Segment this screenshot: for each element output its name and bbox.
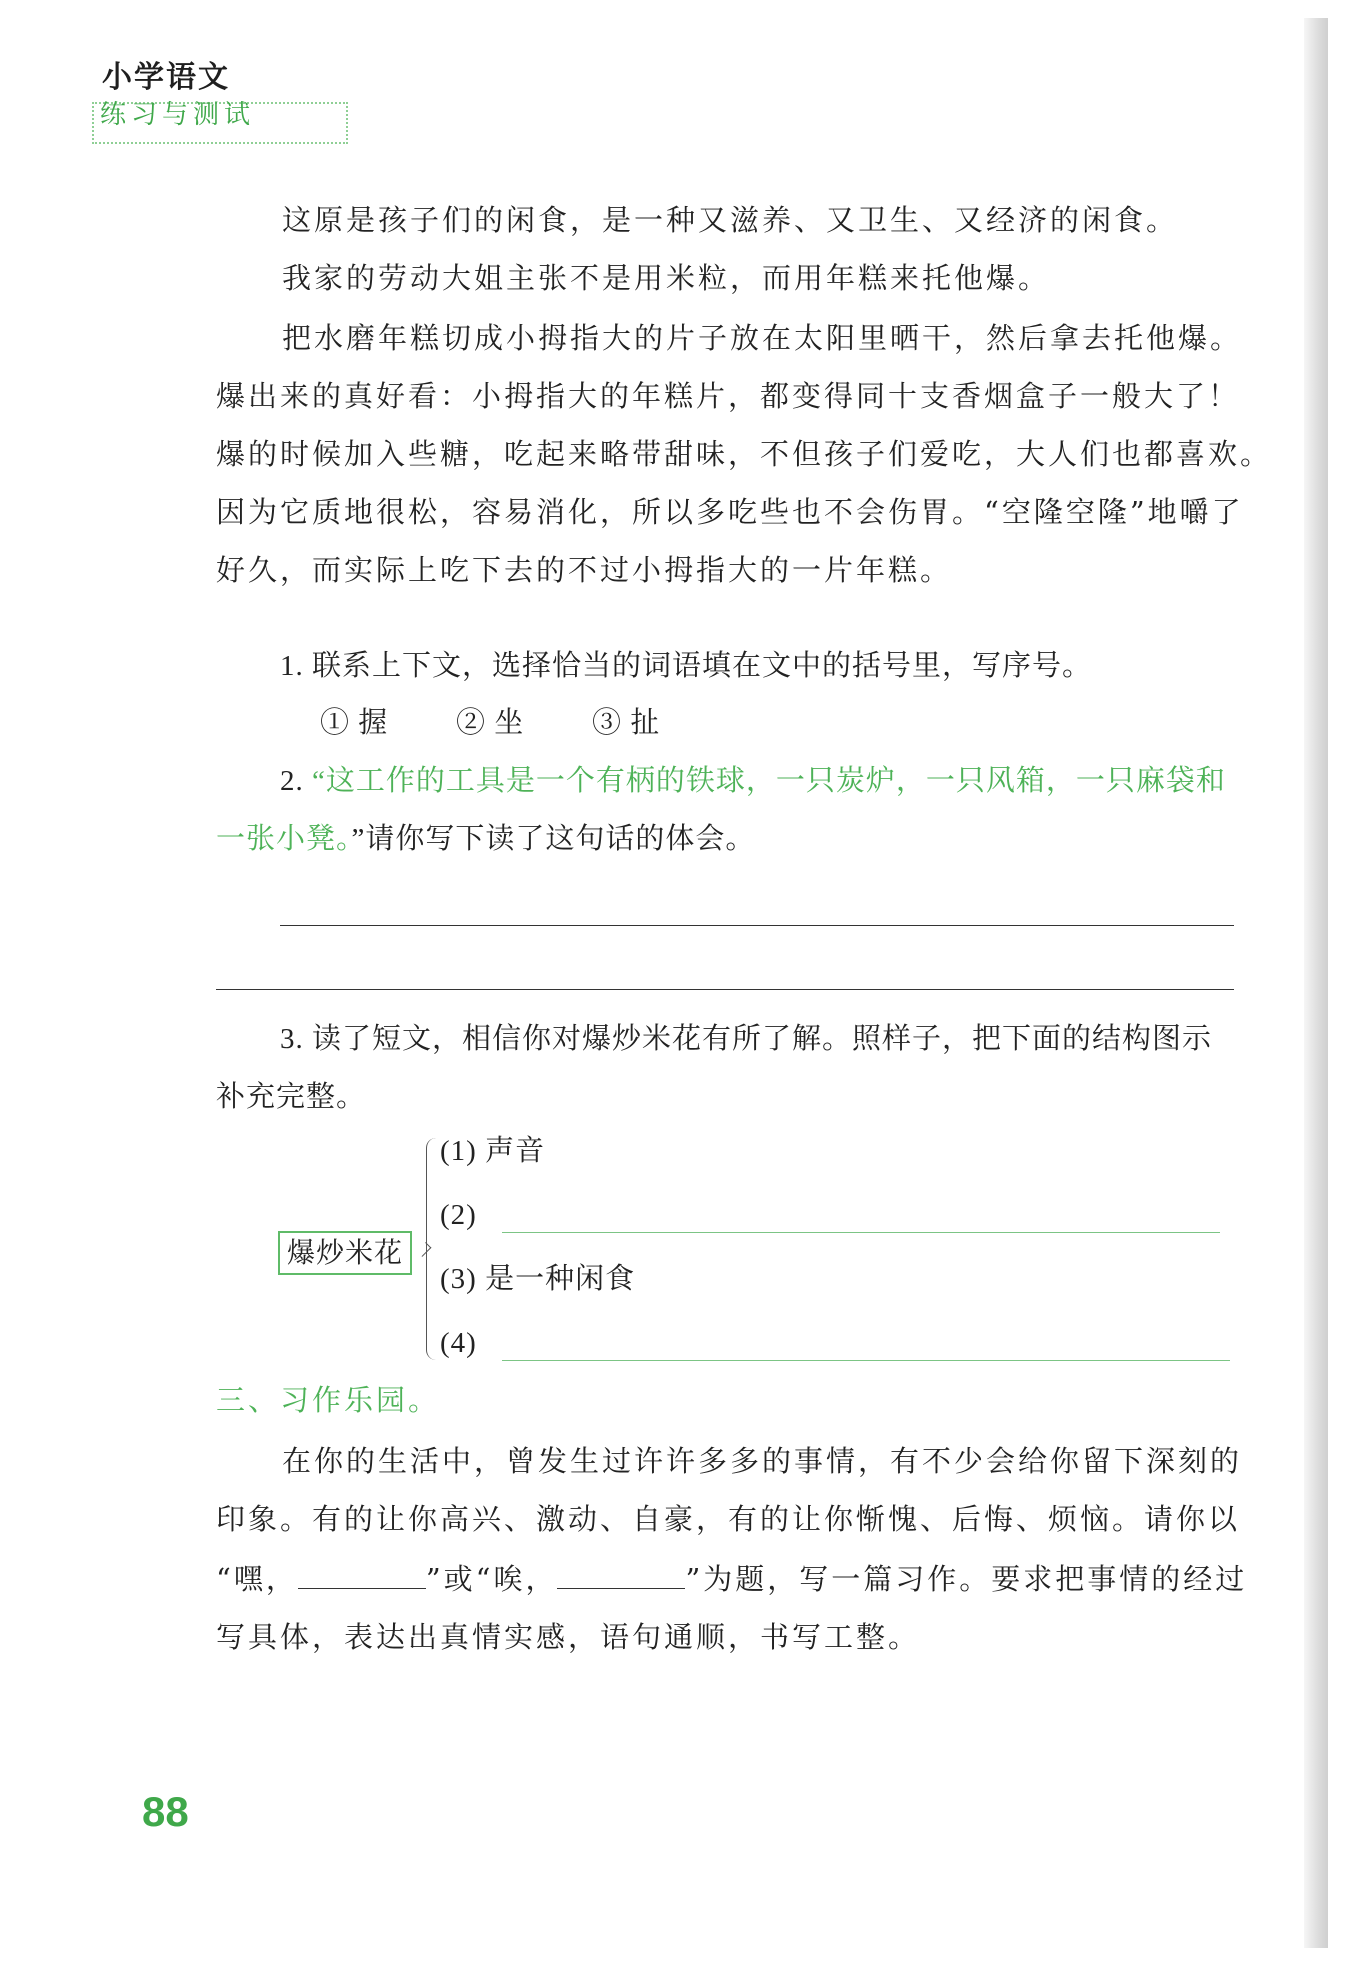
passage-line-7: 好久，而实际上吃下去的不过小拇指大的一片年糕。 bbox=[216, 553, 953, 587]
passage-line-4: 爆出来的真好看：小拇指大的年糕片，都变得同十支香烟盒子一般大了！ bbox=[216, 379, 1241, 413]
q2-instruction: ”请你写下读了这句话的体会。 bbox=[351, 823, 756, 855]
question-2-line-2 bbox=[216, 810, 755, 868]
diagram-item-4: (4) bbox=[440, 1327, 477, 1359]
diagram-item-2: (2) bbox=[440, 1199, 477, 1231]
page-number: 88 bbox=[142, 1788, 189, 1835]
question-2-line-1 bbox=[280, 752, 1226, 810]
q1-option-3: ③ 扯 bbox=[592, 707, 661, 739]
diagram-item-2-blank[interactable] bbox=[502, 1232, 1220, 1233]
passage-line-6: 因为它质地很松，容易消化，所以多吃些也不会伤胃。“空隆空隆”地嚼了 bbox=[216, 495, 1244, 529]
page-edge-shadow bbox=[1304, 18, 1328, 1948]
writing-prompt-line-3-rest: ”为题，写一篇习作。要求把事情的经过 bbox=[685, 1562, 1248, 1596]
title-option-2-prefix: ”或“唉， bbox=[425, 1562, 558, 1596]
writing-prompt-line-1: 在你的生活中，曾发生过许许多多的事情，有不少会给你留下深刻的 bbox=[282, 1444, 1243, 1478]
diagram-topic-box: 爆炒米花 bbox=[278, 1231, 412, 1275]
question-3-line-2: 补充完整。 bbox=[216, 1081, 367, 1113]
writing-prompt-line-3 bbox=[216, 1550, 1247, 1608]
section-title: 三、习作乐园。 bbox=[216, 1383, 441, 1417]
answer-line-2[interactable] bbox=[216, 989, 1234, 990]
writing-prompt-line-2: 印象。有的让你高兴、激动、自豪，有的让你惭愧、后悔、烦恼。请你以 bbox=[216, 1502, 1241, 1536]
book-subtitle: 练习与测试 bbox=[100, 100, 256, 130]
passage-line-2: 我家的劳动大姐主张不是用米粒，而用年糕来托他爆。 bbox=[282, 261, 1051, 295]
passage-line-1: 这原是孩子们的闲食，是一种又滋养、又卫生、又经济的闲食。 bbox=[282, 203, 1179, 237]
q2-quote-part-1: “这工作的工具是一个有柄的铁球，一只炭炉，一只风箱，一只麻袋和 bbox=[312, 765, 1226, 797]
title-blank-1[interactable] bbox=[298, 1562, 426, 1589]
diagram-item-4-blank[interactable] bbox=[502, 1360, 1230, 1361]
answer-line-1[interactable] bbox=[280, 925, 1234, 926]
book-header bbox=[92, 52, 348, 142]
q2-quote-part-2: 一张小凳。 bbox=[216, 823, 352, 855]
title-blank-2[interactable] bbox=[557, 1562, 685, 1589]
question-1: 1. 联系上下文，选择恰当的词语填在文中的括号里，写序号。 bbox=[280, 650, 1093, 682]
diagram-item-3: (3) 是一种闲食 bbox=[440, 1263, 636, 1295]
q1-option-1: ① 握 bbox=[320, 707, 389, 739]
title-option-1-prefix: “嘿， bbox=[216, 1562, 298, 1596]
writing-prompt-line-4: 写具体，表达出真情实感，语句通顺，书写工整。 bbox=[216, 1620, 921, 1654]
question-3-line-1: 3. 读了短文，相信你对爆炒米花有所了解。照样子，把下面的结构图示 bbox=[280, 1023, 1213, 1055]
passage-line-3: 把水磨年糕切成小拇指大的片子放在太阳里晒干，然后拿去托他爆。 bbox=[282, 321, 1243, 355]
diagram-item-1: (1) 声音 bbox=[440, 1135, 546, 1167]
q1-option-2: ② 坐 bbox=[456, 707, 525, 739]
q2-number: 2. bbox=[280, 765, 312, 797]
book-series-title: 小学语文 bbox=[102, 60, 230, 95]
passage-line-5: 爆的时候加入些糖，吃起来略带甜味，不但孩子们爱吃，大人们也都喜欢。 bbox=[216, 437, 1273, 471]
